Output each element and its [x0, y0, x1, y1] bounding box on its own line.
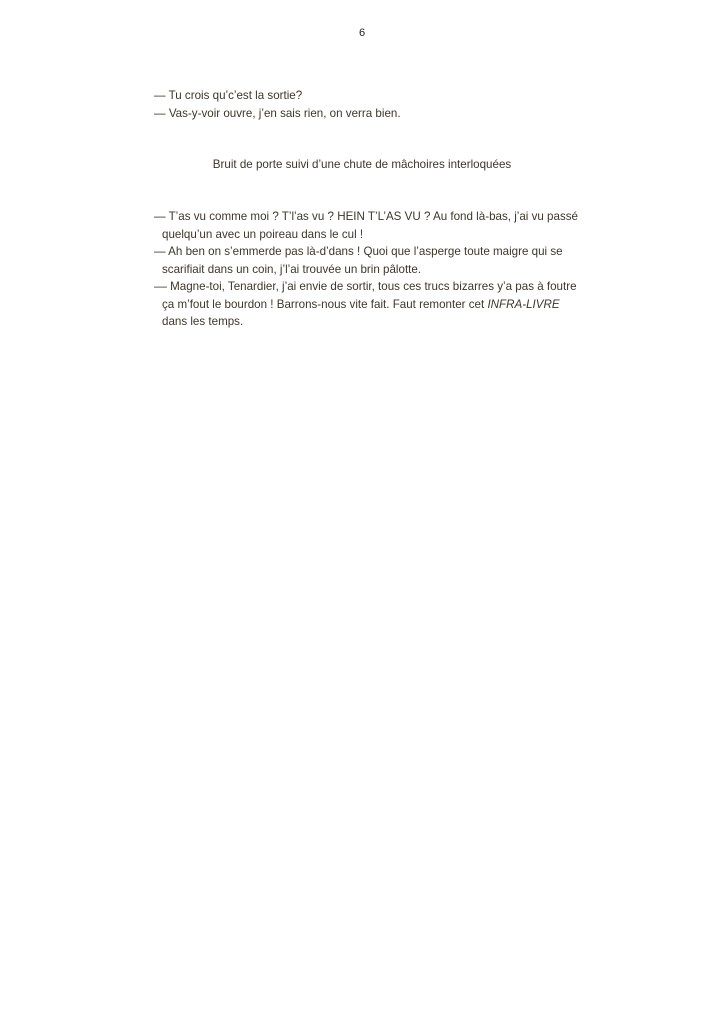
dialogue-line: — Vas-y-voir ouvre, j’en sais rien, on verra bien. — [154, 106, 401, 120]
dialogue-text: ça m’fout le bourdon ! Barrons-nous vite fait. Faut remonter cet — [162, 297, 488, 311]
book-title-italic: INFRA-LIVRE — [487, 297, 560, 311]
dialogue-line: — Tu crois qu’c’est la sortie? — [154, 89, 303, 102]
dialogue-line-continuation: scarifiait dans un coin, j’l’ai trouvée un brin pâlotte. — [162, 262, 422, 276]
dialogue-line: –– Magne-toi, Tenardier, j’ai envie de sortir, tous ces trucs bizarres y’a pas à foutre — [154, 280, 577, 293]
dialogue-line-continuation: dans les temps. — [162, 315, 244, 328]
stage-direction-text: Bruit de porte suivi d’une chute de mâchoires interloquées — [212, 158, 512, 171]
dialogue-line: — T’as vu comme moi ? T’l’as vu ? HEIN T’L’AS VU ? Au fond là-bas, j’ai vu passé — [154, 210, 578, 223]
page-number: 6 — [358, 27, 366, 39]
dialogue-line-continuation: quelqu’un avec un poireau dans le cul ! — [162, 227, 364, 241]
dialogue-block-2 — [154, 208, 578, 331]
dialogue-block-1 — [154, 87, 574, 122]
stage-direction — [0, 158, 724, 171]
dialogue-line-continuation — [154, 296, 574, 314]
dialogue-line: — Ah ben on s’emmerde pas là-d’dans ! Quoi que l’asperge toute maigre qui se — [154, 245, 563, 258]
